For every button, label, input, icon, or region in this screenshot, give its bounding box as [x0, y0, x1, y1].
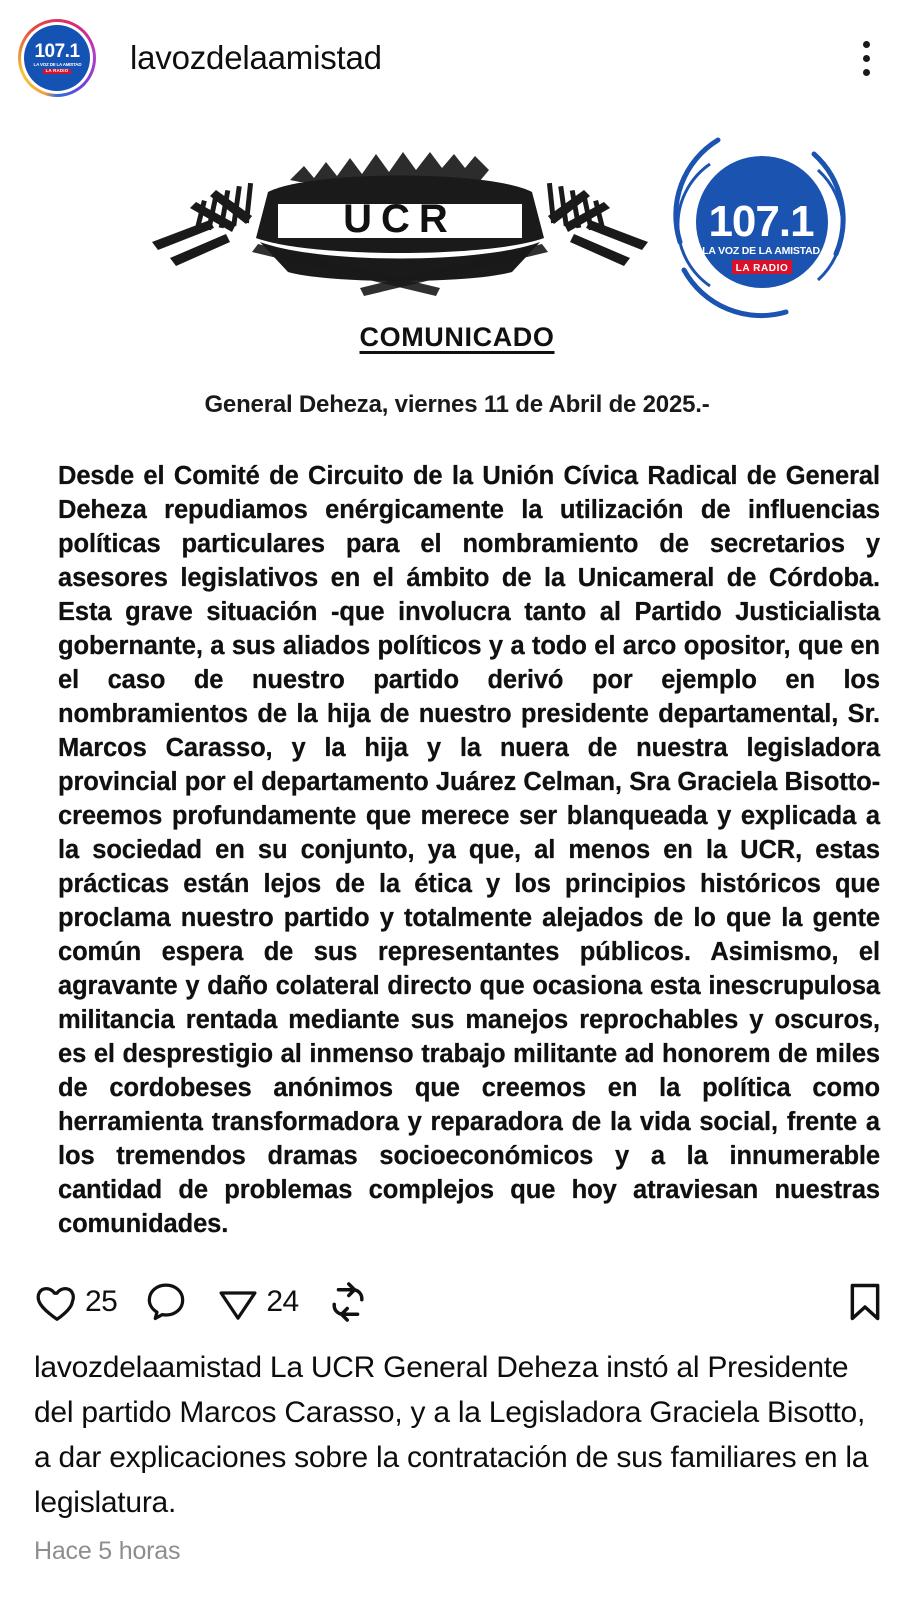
- save-button[interactable]: [842, 1279, 888, 1325]
- avatar-radio-badge: LA RADIO: [43, 69, 72, 74]
- post-header: [0, 0, 914, 116]
- bookmark-icon: [842, 1279, 888, 1325]
- ucr-logo-icon: [140, 146, 660, 296]
- more-dot-2: [863, 55, 870, 62]
- svg-text:107.1: 107.1: [708, 197, 814, 246]
- avatar[interactable]: [18, 19, 96, 97]
- svg-text:LA RADIO: LA RADIO: [735, 263, 789, 274]
- caption-text: La UCR General Deheza instó al Presidente del partido Marcos Carasso, y a la Legisladora Graciela Bisotto, a dar explicaciones sobre la contratación de sus familiares en la legislatura.: [34, 1351, 869, 1519]
- post-timestamp: Hace 5 horas: [34, 1537, 181, 1565]
- flyer-heading: COMUNICADO: [359, 322, 555, 352]
- post-media[interactable]: [0, 116, 914, 1251]
- heart-icon: [34, 1279, 80, 1325]
- like-button[interactable]: [34, 1279, 117, 1325]
- account-username[interactable]: lavozdelaamistad: [130, 39, 382, 76]
- more-options-icon[interactable]: [846, 35, 886, 81]
- flyer-logo-row: [28, 130, 886, 320]
- more-dot-1: [863, 41, 870, 48]
- post-caption: [0, 1331, 914, 1525]
- share-button[interactable]: [215, 1279, 298, 1325]
- comment-icon: [143, 1279, 189, 1325]
- repost-icon: [325, 1279, 371, 1325]
- radio-logo-icon: [666, 130, 856, 320]
- share-count: 24: [266, 1285, 299, 1318]
- action-bar: [0, 1251, 914, 1331]
- comment-button[interactable]: [143, 1279, 189, 1325]
- more-dot-3: [863, 69, 870, 76]
- avatar-frequency-label: 107.1: [34, 41, 80, 63]
- avatar-inner-ring: [21, 22, 93, 94]
- caption-username[interactable]: lavozdelaamistad: [34, 1351, 270, 1384]
- repost-button[interactable]: [325, 1279, 371, 1325]
- avatar-logo: [24, 25, 90, 91]
- share-icon: [215, 1279, 261, 1325]
- svg-text:UCR: UCR: [343, 197, 457, 241]
- svg-text:LA VOZ DE LA AMISTAD: LA VOZ DE LA AMISTAD: [702, 245, 820, 257]
- flyer-body-text: Desde el Comité de Circuito de la Unión Cívica Radical de General Deheza repudiamos enérgicamente la utilización de influencias políticas particulares para el nombramiento de secretarios y asesores legislativos en el ámbito de la Unicameral de Córdoba. Esta grave situación -que involucra tanto al Partido Justicialista gobernante, a sus aliados políticos y a todo el arco opositor, que en el caso de nuestro partido derivó por ejemplo en los nombramientos de la hija de nuestro presidente departamental, Sr. Marcos Carasso, y la hija y la nuera de nuestra legisladora provincial por el departamento Juárez Celman, Sra Graciela Bisotto- creemos profundamente que merece ser blanqueada y explicada a la sociedad en su conjunto, ya que, al menos en la UCR, estas prácticas están lejos de la ética y los principios históricos que proclama nuestro partido y totalmente alejados de lo que la gente común espera de sus representantes públicos. Asimismo, el agravante y daño colateral directo que ocasiona esta inescrupulosa militancia rentada mediante sus manejos reprochables y oscuros, es el desprestigio al inmenso trabajo militante ad honorem de miles de cordobeses anónimos que creemos en la política como herramienta transformadora y reparadora de la vida social, frente a los tremendos dramas socioeconómicos y a la innumerable cantidad de problemas complejos que hoy atraviesan nuestras comunidades.: [58, 462, 880, 1238]
- avatar-tagline-label: LA VOZ DE LA AMISTAD: [33, 61, 81, 67]
- like-count: 25: [85, 1285, 118, 1318]
- flyer-date-line: General Deheza, viernes 11 de Abril de 2025.-: [204, 391, 710, 418]
